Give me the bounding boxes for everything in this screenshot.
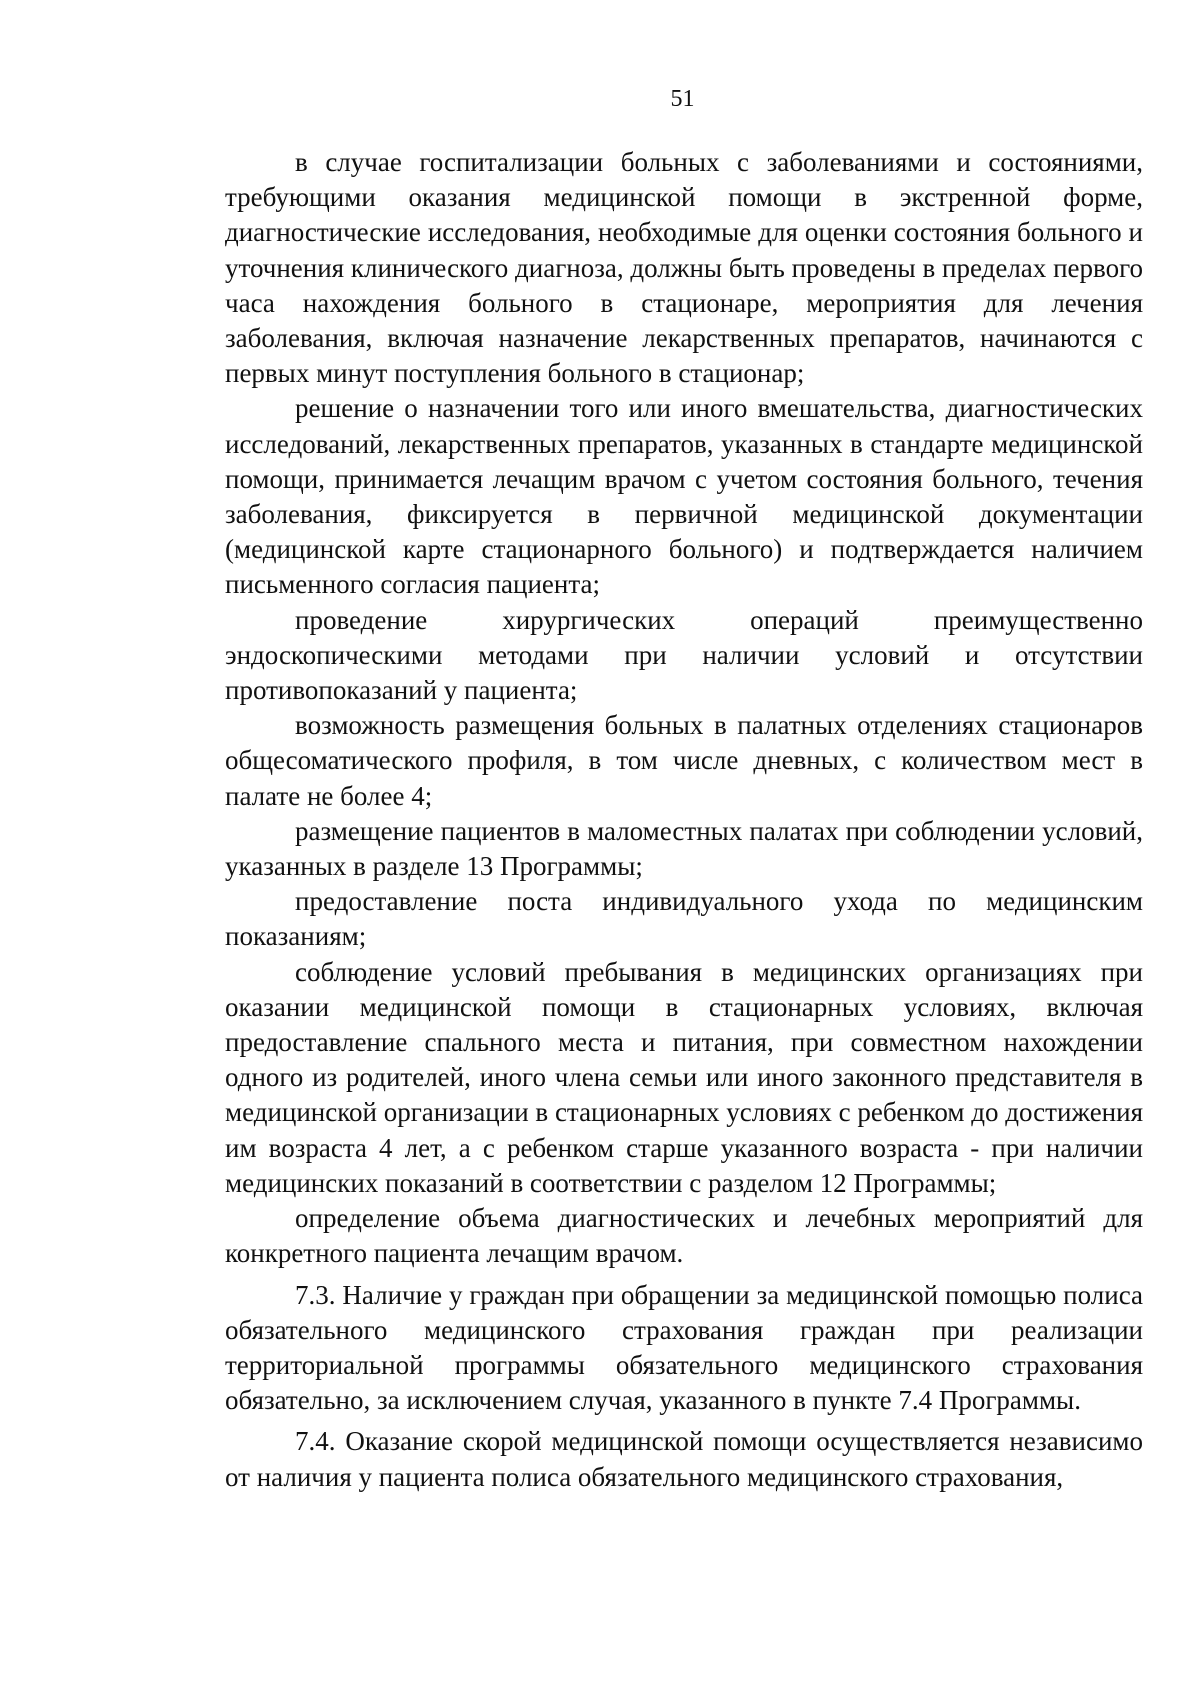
paragraph-intervention-decision: решение о назначении того или иного вмешательства, диагностических исследований, лекарственных препаратов, указанных в стандарте медицинской помощи, принимается лечащим врачом с учетом состояния больного, течения заболевания, фиксируется в первичной медицинской документации (медицинской карте стационарного больного) и подтверждается наличием письменного согласия пациента; bbox=[225, 393, 1143, 600]
paragraph-small-wards: размещение пациентов в маломестных палатах при соблюдении условий, указанных в разделе 13 Программы; bbox=[225, 815, 1143, 882]
paragraph-individual-care: предоставление поста индивидуального ухода по медицинским показаниям; bbox=[225, 886, 1143, 952]
paragraph-hospitalization-emergency: в случае госпитализации больных с заболеваниями и состояниями, требующими оказания медицинской помощи в экстренной форме, диагностические исследования, необходимые для оценки состояния больного и уточнения клинического диагноза, должны быть проведены в пределах первого часа нахождения больного в стационаре, мероприятия для лечения заболевания, включая назначение лекарственных препаратов, начинаются с первых минут поступления больного в стационар; bbox=[225, 147, 1143, 389]
paragraph-section-7-4: 7.4. Оказание скорой медицинской помощи осуществляется независимо от наличия у пациента полиса обязательного медицинского страхования, bbox=[225, 1426, 1143, 1492]
page-number: 51 bbox=[670, 86, 695, 112]
paragraph-diagnostic-scope: определение объема диагностических и лечебных мероприятий для конкретного пациента лечащим врачом. bbox=[225, 1203, 1143, 1269]
document-body bbox=[225, 145, 1143, 1495]
paragraph-parent-stay: соблюдение условий пребывания в медицинских организациях при оказании медицинской помощи в стационарных условиях, включая предоставление спального места и питания, при совместном нахождении одного из родителей, иного члена семьи или иного законного представителя в медицинской организации в стационарных условиях с ребенком до достижения им возраста 4 лет, а с ребенком старше указанного возраста - при наличии медицинских показаний в соответствии с разделом 12 Программы; bbox=[225, 956, 1143, 1198]
paragraph-endoscopic-surgery: проведение хирургических операций преимущественно эндоскопическими методами при наличии условий и отсутствии противопоказаний у пациента; bbox=[225, 604, 1143, 706]
paragraph-ward-placement: возможность размещения больных в палатных отделениях стационаров общесоматического профиля, в том числе дневных, с количеством мест в палате не более 4; bbox=[225, 710, 1143, 811]
paragraph-section-7-3: 7.3. Наличие у граждан при обращении за медицинской помощью полиса обязательного медицинского страхования граждан при реализации территориальной программы обязательного медицинского страхования обязательно, за исключением случая, указанного в пункте 7.4 Программы. bbox=[225, 1279, 1143, 1416]
